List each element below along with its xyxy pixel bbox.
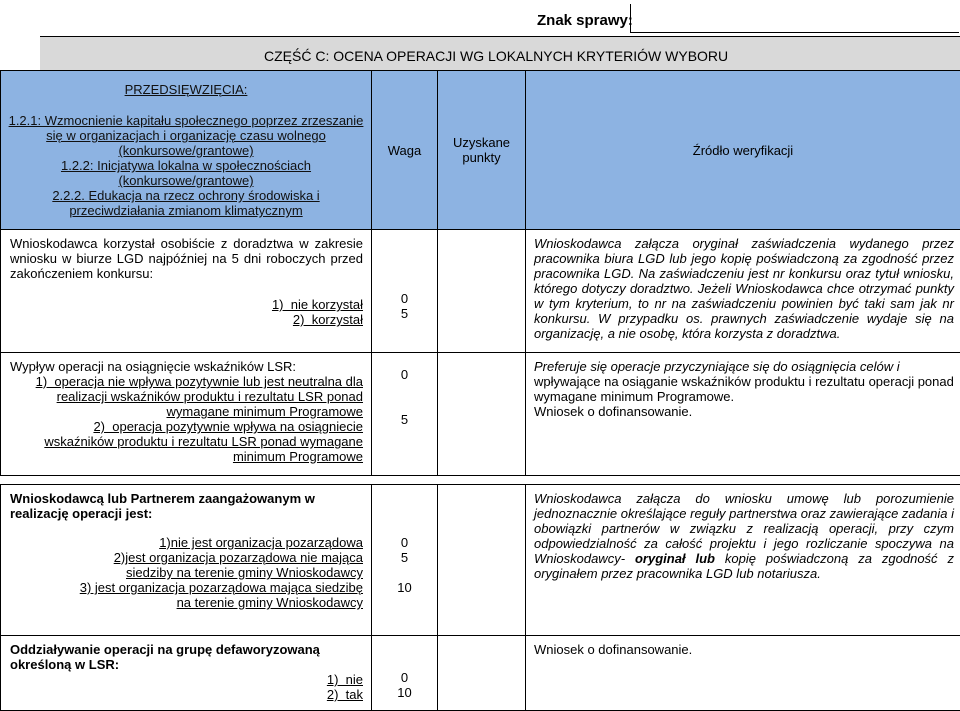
source-text: wpływające na osiąganie wskaźników produktu i rezultatu operacji ponad wymagane minimum Programowe. <box>534 374 954 404</box>
table-row <box>1 230 960 353</box>
weight-value: 0 <box>372 367 437 382</box>
weight-cell <box>372 485 438 636</box>
option-item: 2) operacja pozytywnie wpływa na osiągniecie wskaźników produktu i rezultatu LSR ponad wymagane minimum Programowe <box>30 419 363 464</box>
source-bold: oryginał lub <box>635 551 715 566</box>
weight-cell <box>372 636 438 711</box>
option-item: 1)nie jest organizacja pozarządowa <box>70 535 363 550</box>
weight-value: 10 <box>372 580 437 595</box>
points-label: Uzyskane punkty <box>453 135 510 165</box>
option-item: 1) nie korzystał <box>10 297 363 312</box>
source-tail: kopię poświadczoną za zgodność z oryginałem przez pracownika LGD lub notariusza. <box>534 551 954 581</box>
project-item: 2.2.2. Edukacja na rzecz ochrony środowiska i przeciwdziałania zmianom klimatycznym <box>52 188 319 218</box>
option-item: 1) operacja nie wpływa pozytywnie lub jest neutralna dla realizacji wskaźników produktu i rezultatu LSR ponad wymagane minimum Programowe <box>30 374 363 419</box>
criteria-table <box>0 70 960 711</box>
table-row <box>1 353 960 476</box>
option-item: 2) korzystał <box>10 312 363 327</box>
weight-value: 0 <box>372 291 437 306</box>
case-number-label: Znak sprawy: <box>537 12 633 29</box>
points-input-cell[interactable] <box>438 485 526 636</box>
part-title-bar <box>40 36 960 71</box>
criterion-text: Oddziaływanie operacji na grupę defaworyzowaną określoną w LSR: <box>10 642 363 672</box>
source-cell <box>526 636 960 711</box>
criterion-text: Wnioskodawca korzystał osobiście z doradztwa w zakresie wniosku w biurze LGD najpóźniej na 5 dni roboczych przed zakończeniem konkursu: <box>10 236 363 281</box>
source-cell <box>526 353 960 476</box>
weight-value: 5 <box>372 306 437 321</box>
header-weight <box>372 71 438 230</box>
option-item: 2)jest organizacja pozarządowa nie mająca siedziby na terenie gminy Wnioskodawcy <box>70 550 363 580</box>
source-text-italic: Preferuje się operacje przyczyniające się do osiągnięcia celów i <box>534 359 954 374</box>
source-extra: Wniosek o dofinansowanie. <box>534 404 954 419</box>
source-text: Wnioskodawca załącza do wniosku umowę lub porozumienie jednoznacznie określające reguły partnerstwa oraz zawierające zadania i obowiązki partnerów w związku z realizacją operacji, przy czym odpowiedzialność za całość projektu i jego rozliczanie spoczywa na Wnioskodawcy- <box>534 491 954 566</box>
header-projects <box>1 71 372 230</box>
weight-value: 5 <box>372 412 437 427</box>
criterion-text: Wypływ operacji na osiągnięcie wskaźników LSR: <box>10 359 363 374</box>
source-cell <box>526 485 960 636</box>
criterion-cell <box>1 485 372 636</box>
weight-value: 0 <box>372 670 437 685</box>
weight-label: Waga <box>388 143 421 158</box>
part-title: CZĘŚĆ C: OCENA OPERACJI WG LOKALNYCH KRYTERIÓW WYBORU <box>264 48 728 64</box>
criterion-cell <box>1 636 372 711</box>
points-input-cell[interactable] <box>438 636 526 711</box>
source-cell <box>526 230 960 353</box>
table-row <box>1 485 960 636</box>
weight-cell <box>372 230 438 353</box>
weight-value: 10 <box>372 685 437 700</box>
case-number-field[interactable] <box>630 4 959 33</box>
project-item: 1.2.2: Inicjatywa lokalna w społecznościach (konkursowe/grantowe) <box>61 158 311 188</box>
projects-label: PRZEDSIĘWZIĘCIA: <box>1 82 371 97</box>
source-text: Wniosek o dofinansowanie. <box>534 642 954 657</box>
option-item: 2) tak <box>10 687 363 702</box>
points-input-cell[interactable] <box>438 353 526 476</box>
header-source <box>526 71 960 230</box>
weight-cell <box>372 353 438 476</box>
source-label: Źródło weryfikacji <box>693 143 793 158</box>
source-text: Wnioskodawca załącza oryginał zaświadczenia wydanego przez pracownika biura LGD lub jego kopię poświadczoną za zgodność przez pracownika LGD. Na zaświadczeniu jest nr konkursu oraz tytuł wniosku, którego dotyczy doradztwo. Jeżeli Wnioskodawca chce otrzymać punkty w tym kryterium, to nr na zaświadczeniu powinien być taki sam jak nr konkursu. W przypadku os. prawnych zaświadczenie wydaje się na organizację, a nie osobę, która korzysta z doradztwa. <box>534 236 954 341</box>
table-spacer <box>1 476 960 485</box>
table-row <box>1 636 960 711</box>
criterion-text: Wnioskodawcą lub Partnerem zaangażowanym w realizację operacji jest: <box>10 491 363 521</box>
points-input-cell[interactable] <box>438 230 526 353</box>
project-item: 1.2.1: Wzmocnienie kapitału społecznego poprzez zrzeszanie się w organizacjach i organizację czasu wolnego (konkursowe/grantowe) <box>9 113 364 158</box>
weight-value: 5 <box>372 550 437 565</box>
weight-value: 0 <box>372 535 437 550</box>
option-item: 3) jest organizacja pozarządowa mająca siedzibę na terenie gminy Wnioskodawcy <box>70 580 363 610</box>
header-points <box>438 71 526 230</box>
criterion-cell <box>1 353 372 476</box>
option-item: 1) nie <box>10 672 363 687</box>
criterion-cell <box>1 230 372 353</box>
